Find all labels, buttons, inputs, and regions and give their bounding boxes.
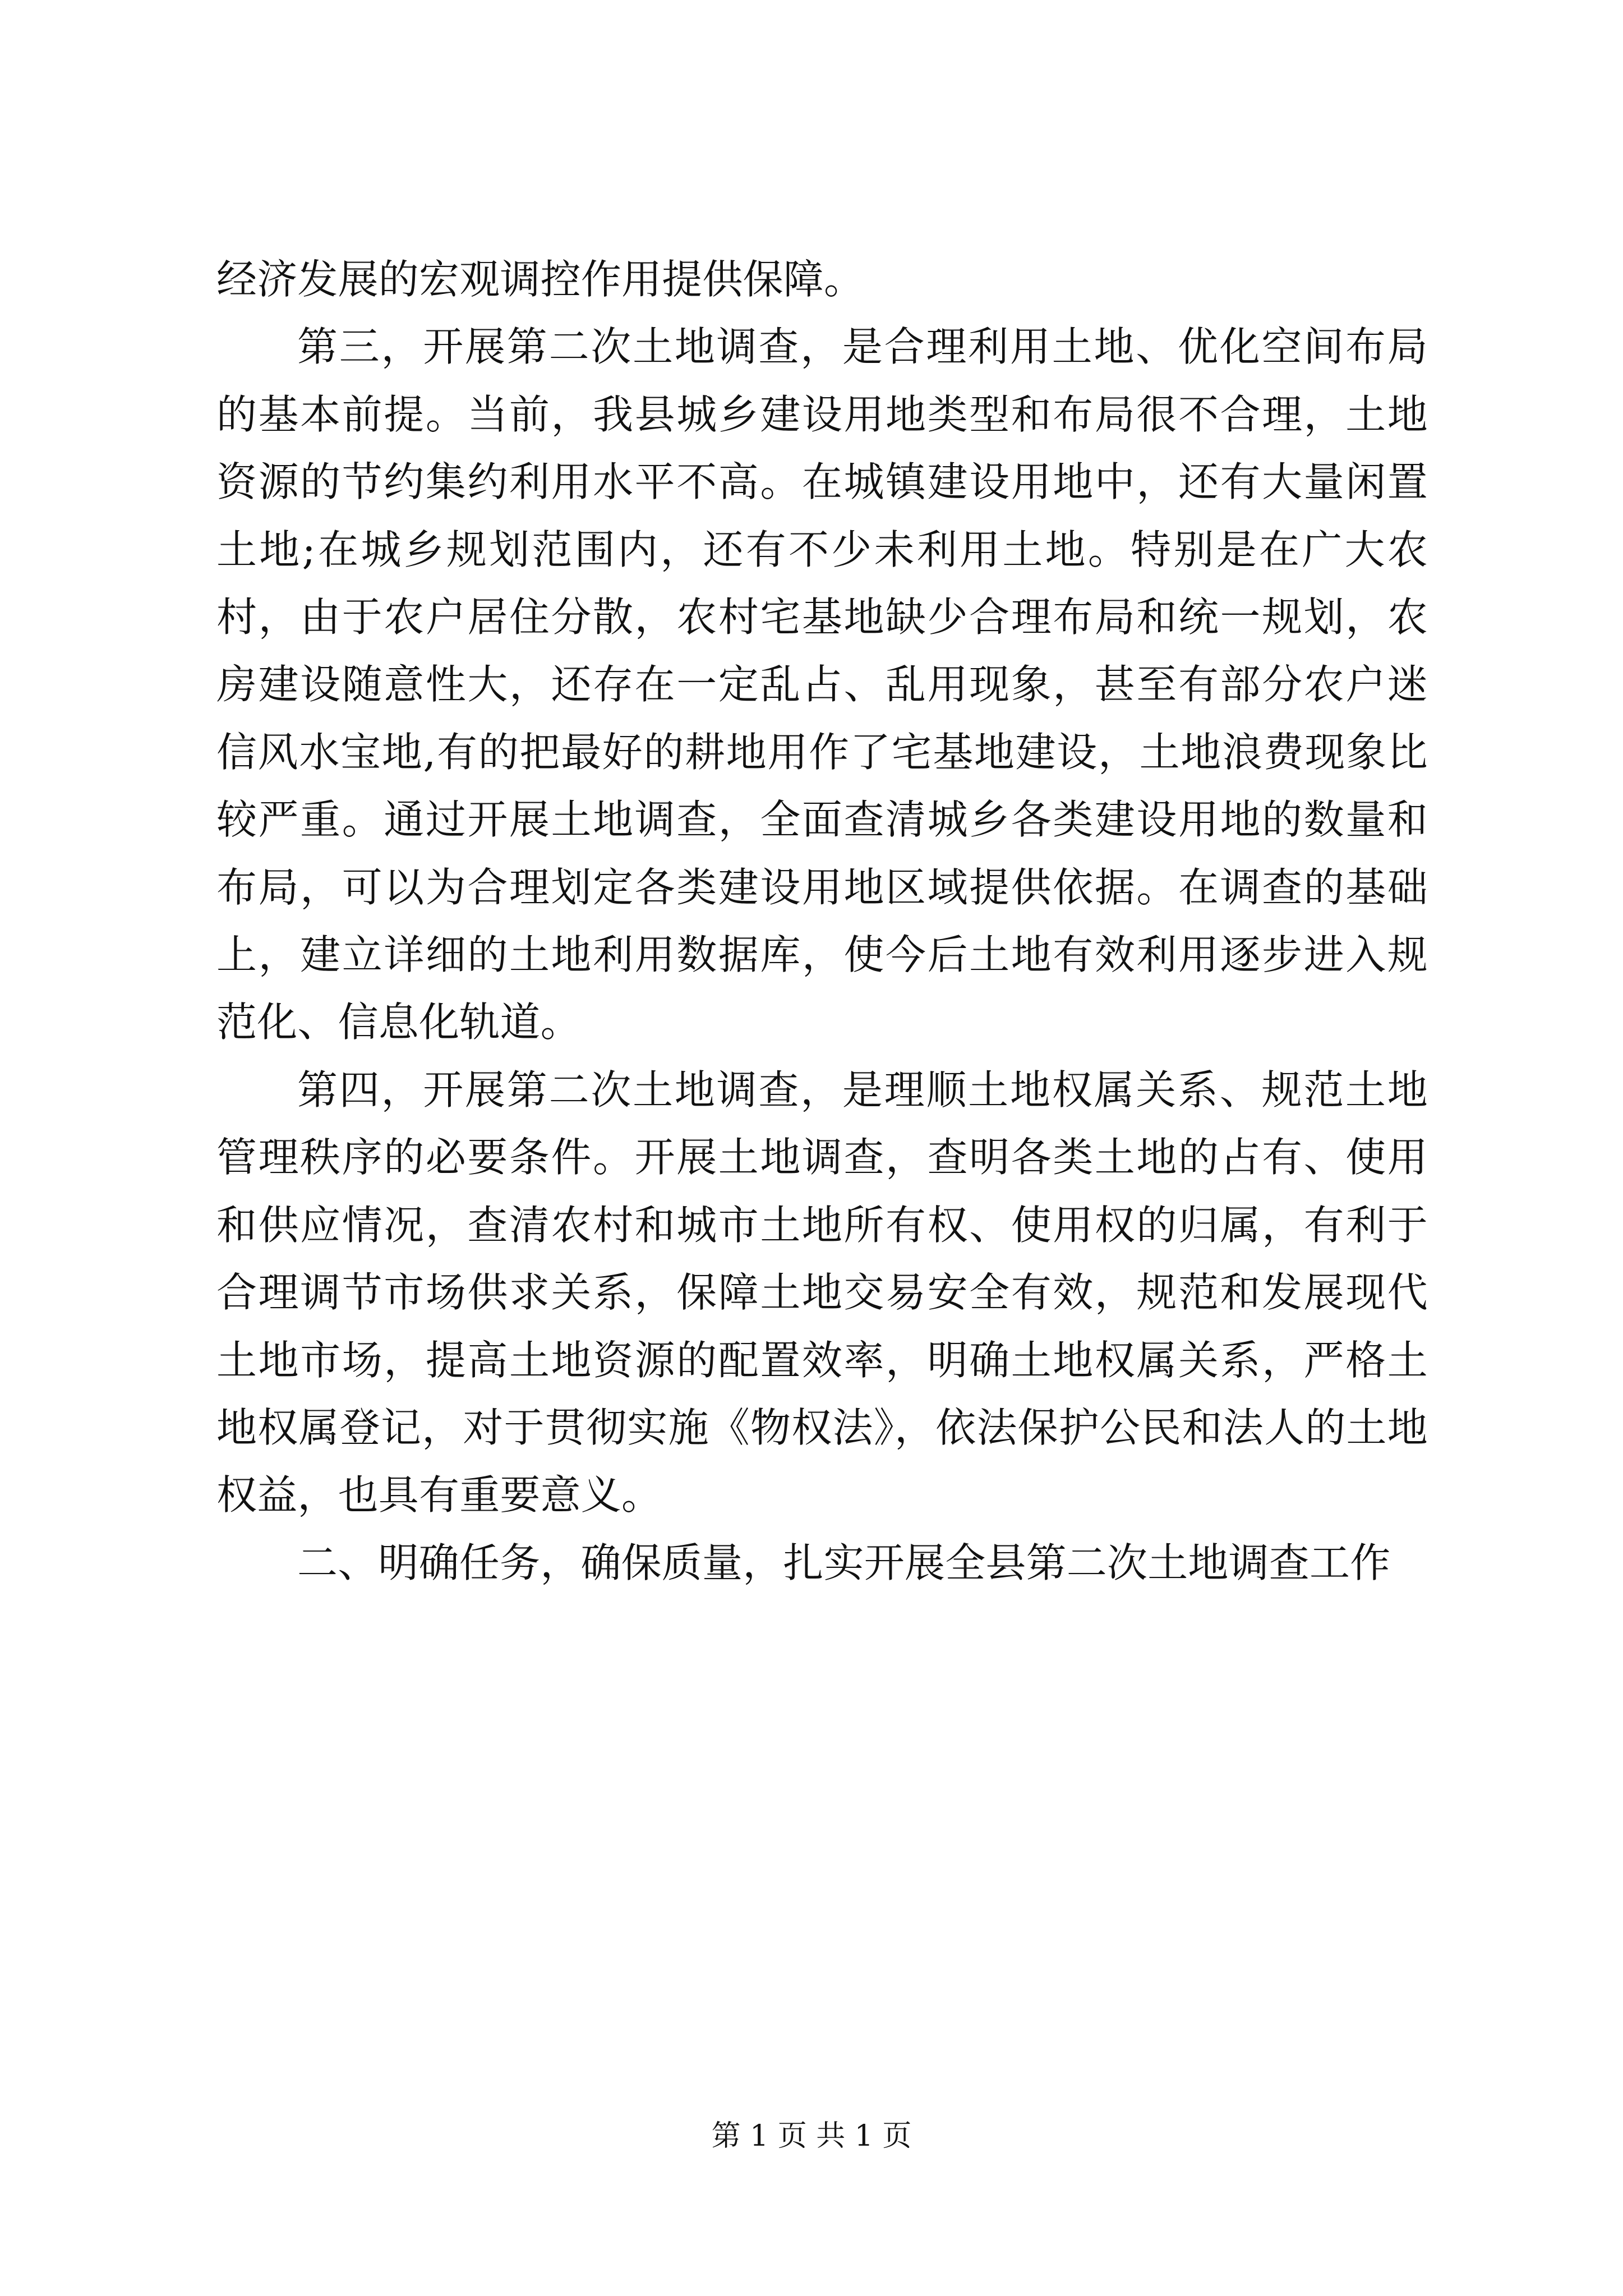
document-body — [216, 246, 1428, 1596]
paragraph-1: 经济发展的宏观调控作用提供保障。 — [216, 256, 865, 303]
paragraph-3: 第四，开展第二次土地调查，是理顺土地权属关系、规范土地管理秩序的必要条件。开展土地调查，查明各类土地的占有、使用和供应情况，查清农村和城市土地所有权、使用权的归属，有利于合理调节市场供求关系，保障土地交易安全有效，规范和发展现代土地市场，提高土地资源的配置效率，明确土地权属关系，严格土地权属登记，对于贯彻实施《物权法》，依法保护公民和法人的土地权益，也具有重要意义。 — [216, 1066, 1428, 1519]
paragraph-4-heading: 二、明确任务，确保质量，扎实开展全县第二次土地调查工作 — [297, 1539, 1391, 1586]
paragraph-2: 第三，开展第二次土地调查，是合理利用土地、优化空间布局的基本前提。当前，我县城乡建设用地类型和布局很不合理，土地资源的节约集约利用水平不高。在城镇建设用地中，还有大量闲置土地;在城乡规划范围内，还有不少未利用土地。特别是在广大农村，由于农户居住分散，农村宅基地缺少合理布局和统一规划，农房建设随意性大，还存在一定乱占、乱用现象，甚至有部分农户迷信风水宝地,有的把最好的耕地用作了宅基地建设，土地浪费现象比较严重。通过开展土地调查，全面查清城乡各类建设用地的数量和布局，可以为合理划定各类建设用地区域提供依据。在调查的基础上，建立详细的土地利用数据库，使今后土地有效利用逐步进入规范化、信息化轨道。 — [216, 323, 1428, 1046]
page-footer: 第 1 页 共 1 页 — [711, 2119, 912, 2153]
